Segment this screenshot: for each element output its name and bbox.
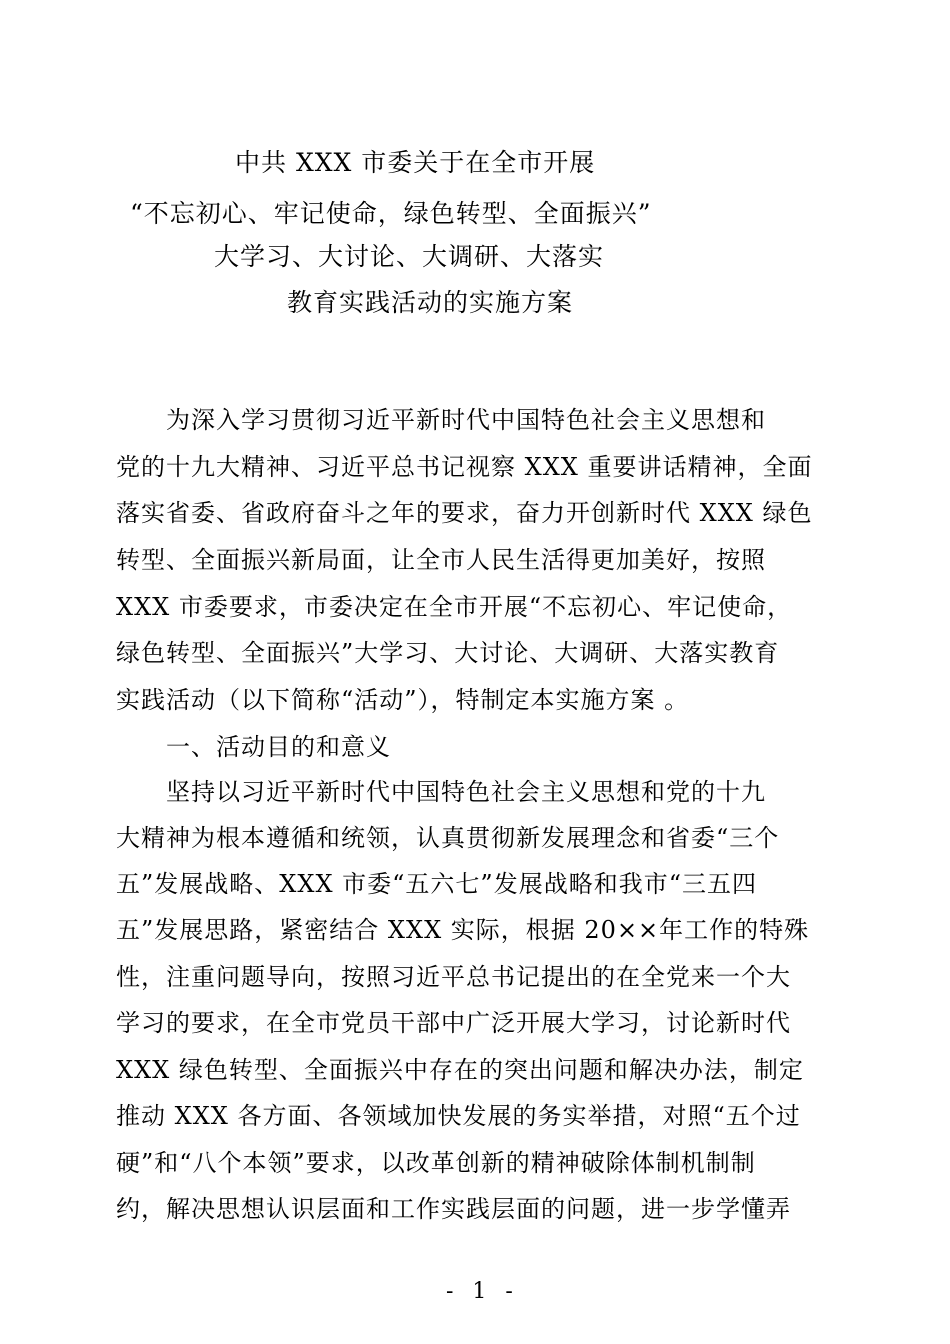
section-line-2: 大精神为根本遵循和统领，认真贯彻新发展理念和省委“三个 xyxy=(116,824,780,852)
intro-line-3: 落实省委、省政府奋斗之年的要求，奋力开创新时代 XXX 绿色 xyxy=(116,499,813,527)
title-line-1: 中共 XXX 市委关于在全市开展 xyxy=(235,148,596,177)
section-line-8: 推动 XXX 各方面、各领域加快发展的务实举措，对照“五个过 xyxy=(116,1102,801,1130)
intro-line-6: 绿色转型、全面振兴”大学习、大讨论、大调研、大落实教育 xyxy=(116,639,780,667)
section-line-7: XXX 绿色转型、全面振兴中存在的突出问题和解决办法，制定 xyxy=(116,1056,804,1084)
intro-line-7: 实践活动（以下简称“活动”），特制定本实施方案 。 xyxy=(116,686,690,714)
intro-line-2: 党的十九大精神、习近平总书记视察 XXX 重要讲话精神，全面 xyxy=(116,453,813,481)
intro-line-1: 为深入学习贯彻习近平新时代中国特色社会主义思想和 xyxy=(166,406,766,434)
intro-line-5: XXX 市委要求，市委决定在全市开展“不忘初心、牢记使命， xyxy=(116,593,793,621)
section-line-3: 五”发展战略、XXX 市委“五六七”发展战略和我市“三五四 xyxy=(116,870,757,898)
title-line-4: 教育实践活动的实施方案 xyxy=(287,288,574,317)
section-line-6: 学习的要求，在全市党员干部中广泛开展大学习，讨论新时代 xyxy=(116,1009,791,1037)
section-line-10: 约，解决思想认识层面和工作实践层面的问题，进一步学懂弄 xyxy=(116,1195,791,1223)
section-heading: 一、活动目的和意义 xyxy=(166,733,391,761)
section-line-1: 坚持以习近平新时代中国特色社会主义思想和党的十九 xyxy=(166,778,766,806)
title-line-3: 大学习、大讨论、大调研、大落实 xyxy=(214,242,605,271)
title-line-2: “不忘初心、牢记使命，绿色转型、全面振兴” xyxy=(130,199,652,228)
section-line-5: 性，注重问题导向，按照习近平总书记提出的在全党来一个大 xyxy=(116,963,791,991)
section-line-9: 硬”和“八个本领”要求，以改革创新的精神破除体制机制制 xyxy=(116,1149,756,1177)
section-line-4: 五”发展思路，紧密结合 XXX 实际，根据 20××年工作的特殊 xyxy=(116,916,810,944)
page-number: - 1 - xyxy=(446,1279,519,1304)
intro-line-4: 转型、全面振兴新局面，让全市人民生活得更加美好，按照 xyxy=(116,546,766,574)
